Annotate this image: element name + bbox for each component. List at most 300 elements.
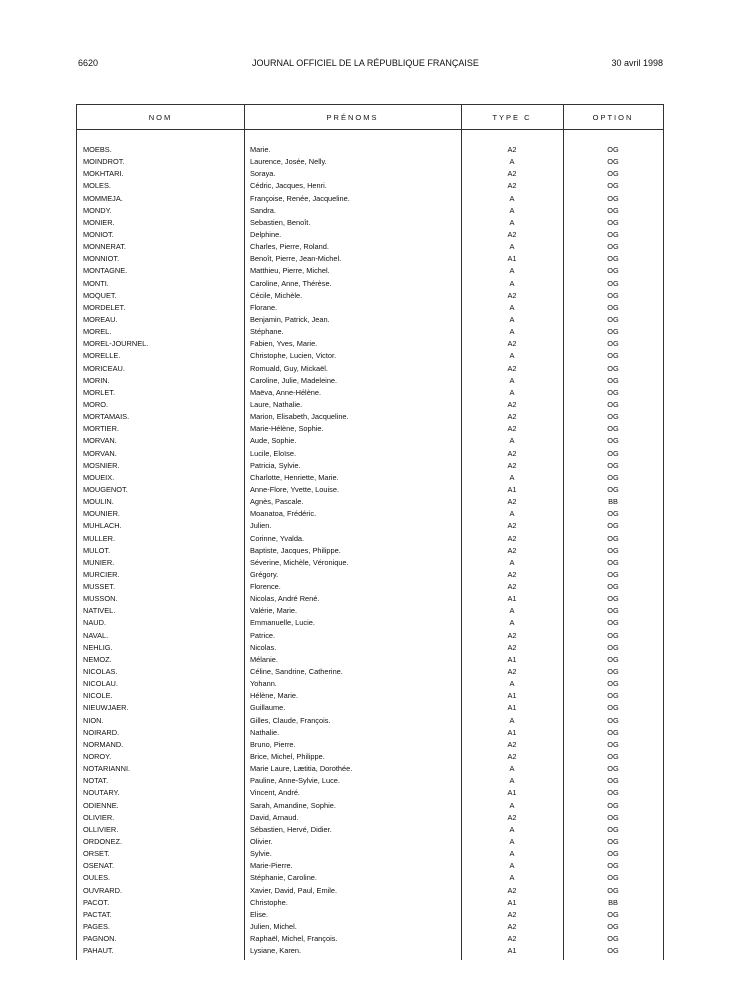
table-row bbox=[77, 630, 663, 642]
cell-option: OG bbox=[607, 351, 619, 361]
cell-prenoms: Charles, Pierre, Roland. bbox=[250, 242, 329, 252]
cell-prenoms: Nicolas. bbox=[250, 642, 277, 652]
cell-type: A bbox=[509, 314, 515, 324]
cell-nom: MONIER. bbox=[83, 217, 115, 227]
cell-prenoms: Fabien, Yves, Marie. bbox=[250, 339, 318, 349]
cell-nom: NICOLE. bbox=[83, 691, 113, 701]
cell-nom: NICOLAU. bbox=[83, 679, 118, 689]
cell-type: A bbox=[509, 618, 515, 628]
cell-nom: NION. bbox=[83, 715, 104, 725]
cell-type: A1 bbox=[507, 727, 517, 737]
cell-option: OG bbox=[607, 533, 619, 543]
cell-nom: MOULIN. bbox=[83, 497, 114, 507]
table-row bbox=[77, 751, 663, 763]
cell-option: OG bbox=[607, 327, 619, 337]
cell-option: OG bbox=[607, 460, 619, 470]
cell-prenoms: Pauline, Anne-Sylvie, Luce. bbox=[250, 776, 340, 786]
cell-prenoms: Delphine. bbox=[250, 229, 282, 239]
cell-option: OG bbox=[607, 922, 619, 931]
cell-type: A1 bbox=[507, 654, 517, 664]
cell-nom: MOMMEJA. bbox=[83, 193, 123, 203]
table-row bbox=[77, 533, 663, 545]
table-row bbox=[77, 314, 663, 326]
cell-prenoms: Caroline, Julie, Madeleine. bbox=[250, 375, 338, 385]
table-row bbox=[77, 569, 663, 581]
cell-type: A bbox=[509, 351, 515, 361]
cell-nom: MUNIER. bbox=[83, 557, 115, 567]
cell-prenoms: Agnès, Pascale. bbox=[250, 497, 304, 507]
cell-nom: NAVAL. bbox=[83, 630, 109, 640]
cell-nom: MORICEAU. bbox=[83, 363, 125, 373]
cell-option: OG bbox=[607, 582, 619, 592]
cell-prenoms: Laure, Nathalie. bbox=[250, 399, 303, 409]
cell-prenoms: Benoît, Pierre, Jean-Michel. bbox=[250, 254, 342, 264]
cell-type: A bbox=[509, 837, 515, 847]
table-row bbox=[77, 654, 663, 666]
cell-nom: MULOT. bbox=[83, 545, 111, 555]
cell-type: A bbox=[509, 764, 515, 774]
cell-prenoms: Stéphane. bbox=[250, 327, 284, 337]
cell-nom: MORIN. bbox=[83, 375, 110, 385]
results-table bbox=[76, 104, 664, 960]
cell-option: OG bbox=[607, 606, 619, 616]
cell-option: OG bbox=[607, 169, 619, 179]
table-row bbox=[77, 812, 663, 824]
cell-type: A bbox=[509, 278, 515, 288]
cell-type: A bbox=[509, 472, 515, 482]
table-row bbox=[77, 193, 663, 205]
table-row bbox=[77, 921, 663, 933]
cell-prenoms: Patricia, Sylvie. bbox=[250, 460, 301, 470]
cell-option: OG bbox=[607, 266, 619, 276]
cell-option: OG bbox=[607, 909, 619, 919]
table-row bbox=[77, 387, 663, 399]
cell-prenoms: Florane. bbox=[250, 302, 278, 312]
cell-nom: MOUGENOT. bbox=[83, 484, 128, 494]
cell-prenoms: Françoise, Renée, Jacqueline. bbox=[250, 193, 350, 203]
cell-option: OG bbox=[607, 752, 619, 762]
cell-prenoms: Marie-Pierre. bbox=[250, 861, 293, 871]
cell-prenoms: Marie Laure, Lætitia, Dorothée. bbox=[250, 764, 353, 774]
cell-nom: ODIENNE. bbox=[83, 800, 119, 810]
cell-option: BB bbox=[608, 497, 618, 507]
column-header-option: OPTION bbox=[592, 113, 634, 122]
cell-prenoms: Patrice. bbox=[250, 630, 276, 640]
table-row bbox=[77, 848, 663, 860]
cell-type: A1 bbox=[507, 703, 517, 713]
cell-type: A bbox=[509, 266, 515, 276]
cell-prenoms: Marie. bbox=[250, 145, 271, 154]
cell-type: A bbox=[509, 242, 515, 252]
cell-prenoms: Guillaume. bbox=[250, 703, 286, 713]
cell-nom: NOUTARY. bbox=[83, 788, 120, 798]
table-row bbox=[77, 290, 663, 302]
cell-option: OG bbox=[607, 934, 619, 944]
table-row bbox=[77, 860, 663, 872]
cell-prenoms: Céline, Sandrine, Catherine. bbox=[250, 667, 343, 677]
cell-nom: MOKHTARI. bbox=[83, 169, 124, 179]
cell-type: A2 bbox=[507, 642, 517, 652]
cell-prenoms: Romuald, Guy, Mickaël. bbox=[250, 363, 328, 373]
cell-option: OG bbox=[607, 375, 619, 385]
cell-nom: NOIRARD. bbox=[83, 727, 120, 737]
table-row bbox=[77, 836, 663, 848]
cell-option: OG bbox=[607, 837, 619, 847]
cell-option: OG bbox=[607, 484, 619, 494]
table-row bbox=[77, 520, 663, 532]
table-row bbox=[77, 253, 663, 265]
cell-type: A2 bbox=[507, 533, 517, 543]
cell-option: OG bbox=[607, 873, 619, 883]
table-row bbox=[77, 581, 663, 593]
table-row bbox=[77, 945, 663, 957]
table-row bbox=[77, 642, 663, 654]
cell-option: OG bbox=[607, 217, 619, 227]
cell-nom: MONNIOT. bbox=[83, 254, 120, 264]
table-row bbox=[77, 168, 663, 180]
cell-option: OG bbox=[607, 812, 619, 822]
cell-nom: PACOT. bbox=[83, 897, 110, 907]
cell-type: A2 bbox=[507, 739, 517, 749]
cell-prenoms: Cécile, Michèle. bbox=[250, 290, 303, 300]
table-row bbox=[77, 897, 663, 909]
cell-type: A2 bbox=[507, 521, 517, 531]
cell-nom: OLLIVIER. bbox=[83, 824, 119, 834]
cell-option: OG bbox=[607, 145, 619, 154]
page-number: 6620 bbox=[78, 58, 99, 68]
table-row bbox=[77, 702, 663, 714]
table-row bbox=[77, 435, 663, 447]
cell-option: OG bbox=[607, 642, 619, 652]
cell-type: A2 bbox=[507, 339, 517, 349]
cell-prenoms: Raphaël, Michel, François. bbox=[250, 934, 338, 944]
cell-type: A1 bbox=[507, 254, 517, 264]
cell-type: A bbox=[509, 217, 515, 227]
cell-nom: MONNERAT. bbox=[83, 242, 126, 252]
cell-nom: MONTAGNE. bbox=[83, 266, 128, 276]
cell-prenoms: Brice, Michel, Philippe. bbox=[250, 752, 325, 762]
cell-prenoms: Mélanie. bbox=[250, 654, 278, 664]
cell-type: A bbox=[509, 849, 515, 859]
cell-option: OG bbox=[607, 254, 619, 264]
table-row bbox=[77, 472, 663, 484]
cell-prenoms: Marion, Elisabeth, Jacqueline. bbox=[250, 412, 349, 422]
cell-option: OG bbox=[607, 412, 619, 422]
table-row bbox=[77, 872, 663, 884]
cell-option: OG bbox=[607, 363, 619, 373]
cell-nom: NEHLIG. bbox=[83, 642, 113, 652]
cell-type: A2 bbox=[507, 363, 517, 373]
cell-option: OG bbox=[607, 424, 619, 434]
cell-nom: MONTI. bbox=[83, 278, 109, 288]
cell-nom: PAGNON. bbox=[83, 934, 117, 944]
cell-option: OG bbox=[607, 946, 619, 956]
cell-type: A2 bbox=[507, 424, 517, 434]
cell-nom: MONIOT. bbox=[83, 229, 114, 239]
cell-prenoms: Florence. bbox=[250, 582, 281, 592]
cell-prenoms: Xavier, David, Paul, Emile. bbox=[250, 885, 338, 895]
cell-type: A2 bbox=[507, 169, 517, 179]
cell-type: A2 bbox=[507, 569, 517, 579]
cell-type: A2 bbox=[507, 545, 517, 555]
table-row bbox=[77, 909, 663, 921]
cell-option: OG bbox=[607, 242, 619, 252]
cell-nom: MOUNIER. bbox=[83, 509, 120, 519]
table-row bbox=[77, 690, 663, 702]
cell-nom: NATIVEL. bbox=[83, 606, 116, 616]
cell-option: OG bbox=[607, 727, 619, 737]
table-row bbox=[77, 338, 663, 350]
cell-nom: MOUEIX. bbox=[83, 472, 115, 482]
cell-option: OG bbox=[607, 545, 619, 555]
cell-type: A2 bbox=[507, 582, 517, 592]
column-header-prenoms: PRÉNOMS bbox=[326, 113, 379, 122]
cell-nom: NIEUWJAER. bbox=[83, 703, 129, 713]
cell-option: OG bbox=[607, 302, 619, 312]
cell-option: OG bbox=[607, 739, 619, 749]
table-row bbox=[77, 375, 663, 387]
table-row bbox=[77, 775, 663, 787]
cell-option: OG bbox=[607, 667, 619, 677]
cell-nom: MULLER. bbox=[83, 533, 116, 543]
cell-nom: NOROY. bbox=[83, 752, 112, 762]
cell-nom: PACTAT. bbox=[83, 909, 112, 919]
cell-nom: MOREAU. bbox=[83, 314, 118, 324]
cell-option: OG bbox=[607, 776, 619, 786]
table-row bbox=[77, 787, 663, 799]
table-row bbox=[77, 800, 663, 812]
table-row bbox=[77, 508, 663, 520]
cell-type: A bbox=[509, 193, 515, 203]
table-row bbox=[77, 496, 663, 508]
table-row bbox=[77, 278, 663, 290]
cell-nom: MUSSON. bbox=[83, 594, 118, 604]
cell-prenoms: Séverine, Michèle, Véronique. bbox=[250, 557, 349, 567]
cell-type: A bbox=[509, 387, 515, 397]
cell-prenoms: Charlotte, Henriette, Marie. bbox=[250, 472, 339, 482]
cell-prenoms: Corinne, Yvalda. bbox=[250, 533, 305, 543]
cell-nom: MOQUET. bbox=[83, 290, 117, 300]
table-row bbox=[77, 885, 663, 897]
cell-prenoms: Lysiane, Karen. bbox=[250, 946, 302, 956]
table-row bbox=[77, 241, 663, 253]
cell-nom: MORTAMAIS. bbox=[83, 412, 130, 422]
cell-type: A bbox=[509, 824, 515, 834]
cell-type: A2 bbox=[507, 181, 517, 191]
cell-type: A bbox=[509, 800, 515, 810]
table-row bbox=[77, 605, 663, 617]
cell-nom: MORDELET. bbox=[83, 302, 126, 312]
journal-title: JOURNAL OFFICIEL DE LA RÉPUBLIQUE FRANÇAISE bbox=[252, 58, 479, 68]
cell-type: A2 bbox=[507, 667, 517, 677]
cell-option: OG bbox=[607, 229, 619, 239]
cell-nom: MORTIER. bbox=[83, 424, 119, 434]
table-row bbox=[77, 933, 663, 945]
cell-nom: NEMOZ. bbox=[83, 654, 112, 664]
cell-prenoms: Elise. bbox=[250, 909, 269, 919]
cell-prenoms: Julien, Michel. bbox=[250, 922, 297, 931]
cell-type: A bbox=[509, 776, 515, 786]
cell-prenoms: Sarah, Amandine, Sophie. bbox=[250, 800, 336, 810]
cell-option: OG bbox=[607, 800, 619, 810]
cell-nom: MONDY. bbox=[83, 205, 112, 215]
cell-prenoms: Sylvie. bbox=[250, 849, 272, 859]
cell-nom: ORSET. bbox=[83, 849, 110, 859]
cell-nom: MORVAN. bbox=[83, 448, 117, 458]
cell-nom: NOTAT. bbox=[83, 776, 109, 786]
cell-type: A bbox=[509, 327, 515, 337]
cell-type: A2 bbox=[507, 460, 517, 470]
cell-type: A2 bbox=[507, 885, 517, 895]
cell-option: OG bbox=[607, 472, 619, 482]
cell-prenoms: Moanatoa, Frédéric. bbox=[250, 509, 317, 519]
cell-prenoms: Emmanuelle, Lucie. bbox=[250, 618, 315, 628]
table-row bbox=[77, 715, 663, 727]
cell-nom: MORO. bbox=[83, 399, 109, 409]
table-row bbox=[77, 545, 663, 557]
cell-type: A2 bbox=[507, 412, 517, 422]
cell-prenoms: Christophe, Lucien, Victor. bbox=[250, 351, 337, 361]
cell-nom: MOINDROT. bbox=[83, 157, 125, 167]
cell-nom: MOSNIER. bbox=[83, 460, 120, 470]
cell-prenoms: David, Arnaud. bbox=[250, 812, 299, 822]
cell-nom: MORVAN. bbox=[83, 436, 117, 446]
cell-prenoms: Soraya. bbox=[250, 169, 276, 179]
cell-type: A bbox=[509, 302, 515, 312]
cell-nom: NAUD. bbox=[83, 618, 106, 628]
cell-option: OG bbox=[607, 691, 619, 701]
cell-type: A bbox=[509, 205, 515, 215]
column-header-type: TYPE C bbox=[492, 113, 532, 122]
cell-option: OG bbox=[607, 764, 619, 774]
cell-nom: MOREL-JOURNEL. bbox=[83, 339, 149, 349]
cell-prenoms: Aude, Sophie. bbox=[250, 436, 297, 446]
cell-option: OG bbox=[607, 205, 619, 215]
cell-nom: ORDONEZ. bbox=[83, 837, 123, 847]
cell-nom: PAHAUT. bbox=[83, 946, 114, 956]
cell-prenoms: Sebastien, Benoît. bbox=[250, 217, 311, 227]
table-row bbox=[77, 411, 663, 423]
cell-type: A bbox=[509, 715, 515, 725]
cell-type: A2 bbox=[507, 290, 517, 300]
cell-nom: MUHLACH. bbox=[83, 521, 122, 531]
cell-type: A bbox=[509, 157, 515, 167]
cell-option: OG bbox=[607, 824, 619, 834]
table-row bbox=[77, 484, 663, 496]
cell-prenoms: Christophe. bbox=[250, 897, 288, 907]
cell-type: A bbox=[509, 509, 515, 519]
cell-option: OG bbox=[607, 885, 619, 895]
table-row bbox=[77, 144, 663, 156]
cell-prenoms: Olivier. bbox=[250, 837, 273, 847]
cell-type: A2 bbox=[507, 812, 517, 822]
table-row bbox=[77, 593, 663, 605]
cell-option: OG bbox=[607, 594, 619, 604]
cell-type: A1 bbox=[507, 946, 517, 956]
cell-prenoms: Stéphanie, Caroline. bbox=[250, 873, 317, 883]
cell-type: A2 bbox=[507, 145, 517, 154]
table-row bbox=[77, 824, 663, 836]
cell-type: A1 bbox=[507, 788, 517, 798]
cell-prenoms: Vincent, André. bbox=[250, 788, 300, 798]
cell-type: A2 bbox=[507, 229, 517, 239]
table-row bbox=[77, 302, 663, 314]
cell-nom: MOEBS. bbox=[83, 145, 112, 154]
cell-type: A bbox=[509, 436, 515, 446]
cell-prenoms: Julien. bbox=[250, 521, 272, 531]
cell-prenoms: Sandra. bbox=[250, 205, 276, 215]
table-row bbox=[77, 326, 663, 338]
cell-option: BB bbox=[608, 897, 618, 907]
cell-option: OG bbox=[607, 715, 619, 725]
cell-option: OG bbox=[607, 557, 619, 567]
cell-nom: NICOLAS. bbox=[83, 667, 118, 677]
cell-option: OG bbox=[607, 618, 619, 628]
header-rule bbox=[77, 129, 663, 130]
cell-type: A bbox=[509, 679, 515, 689]
cell-nom: MOREL. bbox=[83, 327, 112, 337]
cell-nom: PAGES. bbox=[83, 922, 110, 931]
table-row bbox=[77, 727, 663, 739]
cell-option: OG bbox=[607, 788, 619, 798]
cell-option: OG bbox=[607, 399, 619, 409]
table-row bbox=[77, 763, 663, 775]
cell-prenoms: Maëva, Anne-Hélène. bbox=[250, 387, 322, 397]
cell-type: A1 bbox=[507, 484, 517, 494]
cell-type: A1 bbox=[507, 897, 517, 907]
table-row bbox=[77, 666, 663, 678]
table-row bbox=[77, 363, 663, 375]
cell-option: OG bbox=[607, 436, 619, 446]
cell-prenoms: Lucile, Eloïse. bbox=[250, 448, 297, 458]
cell-prenoms: Nathalie. bbox=[250, 727, 280, 737]
table-row bbox=[77, 350, 663, 362]
table-row bbox=[77, 399, 663, 411]
cell-prenoms: Anne-Flore, Yvette, Louise. bbox=[250, 484, 340, 494]
table-row bbox=[77, 557, 663, 569]
cell-option: OG bbox=[607, 193, 619, 203]
cell-prenoms: Caroline, Anne, Thérèse. bbox=[250, 278, 332, 288]
cell-prenoms: Benjamin, Patrick, Jean. bbox=[250, 314, 330, 324]
cell-prenoms: Bruno, Pierre. bbox=[250, 739, 296, 749]
cell-option: OG bbox=[607, 339, 619, 349]
table-row bbox=[77, 156, 663, 168]
cell-prenoms: Nicolas, André René. bbox=[250, 594, 320, 604]
cell-option: OG bbox=[607, 521, 619, 531]
cell-option: OG bbox=[607, 703, 619, 713]
cell-prenoms: Grégory. bbox=[250, 569, 279, 579]
cell-prenoms: Valérie, Marie. bbox=[250, 606, 298, 616]
table-row bbox=[77, 205, 663, 217]
cell-type: A2 bbox=[507, 934, 517, 944]
cell-prenoms: Sébastien, Hervé, Didier. bbox=[250, 824, 332, 834]
cell-type: A2 bbox=[507, 448, 517, 458]
cell-type: A2 bbox=[507, 909, 517, 919]
table-row bbox=[77, 217, 663, 229]
table-row bbox=[77, 265, 663, 277]
cell-type: A1 bbox=[507, 594, 517, 604]
cell-prenoms: Gilles, Claude, François. bbox=[250, 715, 331, 725]
cell-option: OG bbox=[607, 181, 619, 191]
cell-prenoms: Cédric, Jacques, Henri. bbox=[250, 181, 327, 191]
cell-option: OG bbox=[607, 509, 619, 519]
cell-option: OG bbox=[607, 314, 619, 324]
cell-nom: MORLET. bbox=[83, 387, 116, 397]
publication-date: 30 avril 1998 bbox=[611, 58, 663, 68]
table-row bbox=[77, 180, 663, 192]
cell-nom: NORMAND. bbox=[83, 739, 124, 749]
cell-option: OG bbox=[607, 849, 619, 859]
